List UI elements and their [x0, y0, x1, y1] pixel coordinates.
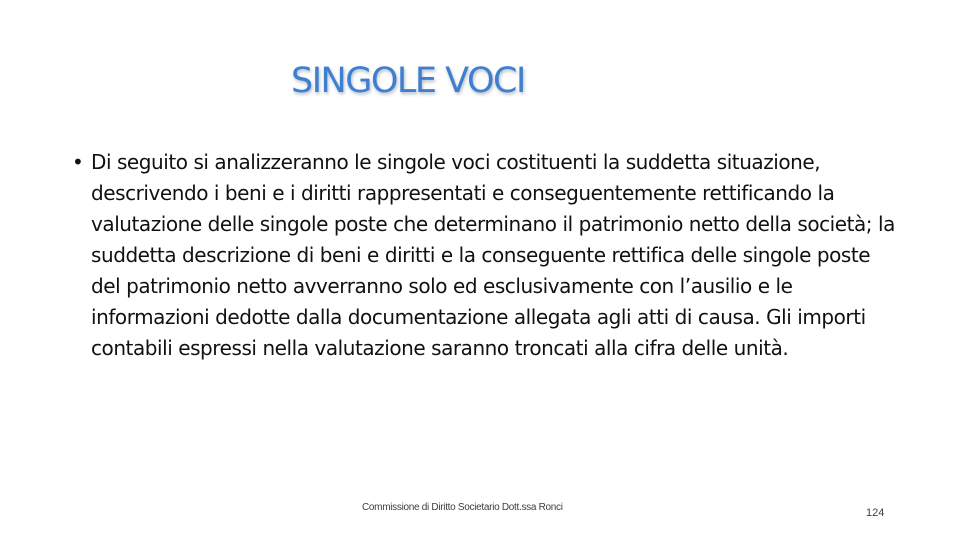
bullet-text: Di seguito si analizzeranno le singole voci costituenti la suddetta situazione, descrivendo i beni e i diritti rappresentati e conseguentemente rettificando la valutazione delle singole poste che determinano il patrimonio netto della società; la suddetta descrizione di beni e diritti e la conseguente rettifica delle singole poste del patrimonio netto avverranno solo ed esclusivamente con l’ausilio e le informazioni dedotte dalla documentazione allegata agli atti di causa. Gli importi contabili espressi nella valutazione saranno troncati alla cifra delle unità.	[91, 150, 895, 360]
footer-text: Commissione di Diritto Societario Dott.ssa Ronci	[362, 502, 563, 513]
bullet-list	[72, 147, 902, 364]
bullet-icon: •	[72, 150, 84, 174]
slide-title: SINGOLE VOCI	[291, 61, 525, 101]
page-number: 124	[866, 507, 885, 519]
bullet-item	[72, 147, 902, 364]
